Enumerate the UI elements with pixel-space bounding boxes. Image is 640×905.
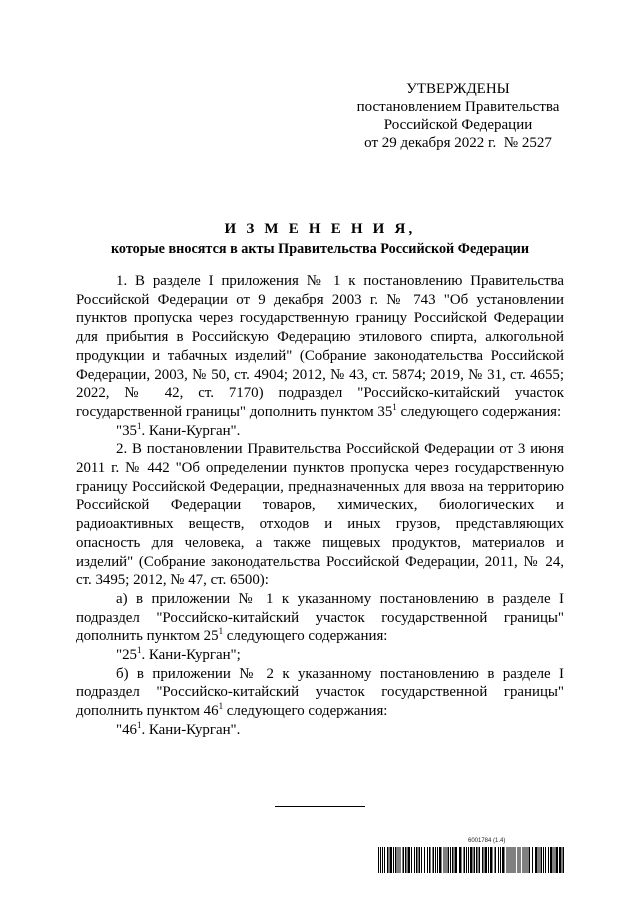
- quote-item-35: "$35^1$. Кани-Курган".: [116, 420, 241, 439]
- barcode-bar: [439, 847, 442, 873]
- barcode-bar: [387, 847, 389, 873]
- barcode-bar: [539, 847, 540, 873]
- barcode-bar: [474, 847, 476, 873]
- barcode-bar: [398, 847, 399, 873]
- barcode-bar: [518, 847, 519, 873]
- barcode-bar: [554, 847, 555, 873]
- barcode-bar: [550, 847, 553, 873]
- barcode-bar: [455, 847, 458, 873]
- barcode-bar: [444, 847, 445, 873]
- barcode-bar: [411, 847, 412, 873]
- quote-item-46: "$46^1$. Кани-Курган".: [116, 719, 241, 738]
- barcode-bar: [424, 847, 425, 873]
- barcode-bar: [479, 847, 481, 873]
- barcode-bar: [548, 847, 549, 873]
- paragraph-2a: а) в приложении № 1 к указанному постановлению в разделе I подраздел "Российско-китайский участок государственной границы" дополнить пунктом $25^1$ следующего содержания:: [76, 590, 564, 645]
- barcode-bar: [384, 847, 385, 873]
- barcode-bar: [563, 847, 565, 873]
- document-body: [76, 272, 564, 740]
- quote-item-25: "$25^1$. Кани-Курган";: [116, 645, 241, 664]
- barcode-bar: [452, 847, 454, 873]
- barcode-bar: [459, 847, 462, 873]
- barcode-bar: [515, 847, 516, 873]
- barcode-bar: [520, 847, 521, 873]
- barcode-bar: [525, 847, 526, 873]
- approval-line-decree: постановлением Правительства: [356, 99, 560, 115]
- document-subtitle: которые вносятся в акты Правительства Российской Федерации: [110, 241, 530, 257]
- barcode-bar: [513, 847, 514, 873]
- barcode-bar: [556, 847, 559, 873]
- barcode-bar: [395, 847, 397, 873]
- barcode-bar: [400, 847, 401, 873]
- paragraph-2b: б) в приложении № 2 к указанному постановлению в разделе I подраздел "Российско-китайский участок государственной границы" дополнить пунктом $46^1$ следующего содержания:: [76, 665, 564, 720]
- document-title: И З М Е Н Е Н И Я,: [224, 221, 416, 237]
- barcode-bar: [393, 847, 394, 873]
- document-code: 6001784 (1.4): [468, 838, 506, 844]
- barcode-bar: [390, 847, 393, 873]
- barcode-bar: [476, 847, 478, 873]
- barcode-bar: [466, 847, 467, 873]
- end-divider: [275, 806, 365, 807]
- barcode-bar: [541, 847, 543, 873]
- barcode-bar: [527, 847, 528, 873]
- barcode-bar: [416, 847, 418, 873]
- barcode-bar: [535, 847, 538, 873]
- barcode-bar: [507, 847, 508, 873]
- barcode-bar: [468, 847, 469, 873]
- barcode-bar: [559, 847, 562, 873]
- barcode-bar: [543, 847, 544, 873]
- barcode-bar: [380, 847, 381, 873]
- barcode-bar: [482, 847, 484, 873]
- approval-line-federation: Российской Федерации: [383, 117, 533, 133]
- barcode-bar: [500, 847, 501, 873]
- barcode-bar: [382, 847, 383, 873]
- barcode-bar: [421, 847, 422, 873]
- barcode-bar: [511, 847, 512, 873]
- barcode-bar: [419, 847, 421, 873]
- barcode-bar: [509, 847, 510, 873]
- paragraph-2: 2. В постановлении Правительства Российской Федерации от 3 июня 2011 г. № 442 "Об определении пунктов пропуска через государственную границу Российской Федерации, предназначенных для ввоза на территорию Российской Федерации товаров, химических, биологических и радиоактивных веществ, отходов и иных грузов, представляющих опасность для человека, а также пищевых продуктов, материалов и изделий" (Собрание законодательства Российской Федерации, 2011, № 24, ст. 3495; 2012, № 47, ст. 6500):: [76, 441, 564, 589]
- approval-line-date: от 29 декабря 2022 г. № 2527: [364, 135, 552, 151]
- barcode-bar: [405, 847, 407, 873]
- barcode-bar: [403, 847, 405, 873]
- barcode-bar: [490, 847, 493, 873]
- barcode-bar: [502, 847, 505, 873]
- barcode-bar: [378, 847, 379, 873]
- barcode-bar: [429, 847, 431, 873]
- barcode-bar: [495, 847, 497, 873]
- barcode-bar: [498, 847, 499, 873]
- barcode-bar: [488, 847, 489, 873]
- paragraph-1: 1. В разделе I приложения № 1 к постановлению Правительства Российской Федерации от 9 декабря 2003 г. № 743 "Об установлении пунктов пропуска через государственную границу Российской Федерации для прибытия в Российскую Федерацию этилового спирта, алкогольной продукции и табачных изделий" (Собрание законодательства Российской Федерации, 2003, № 50, ст. 4904; 2012, № 43, ст. 5874; 2019, № 31, ст. 4655; 2022, № 42, ст. 7170) подраздел "Российско-китайский участок государственной границы" дополнить пунктом $35^1$ следующего содержания:: [76, 273, 564, 420]
- barcode-bar: [450, 847, 451, 873]
- barcode-bar: [523, 847, 524, 873]
- barcode-bar: [437, 847, 438, 873]
- barcode-bar: [433, 847, 435, 873]
- approval-heading: УТВЕРЖДЕНЫ: [406, 81, 510, 97]
- barcode-bar: [470, 847, 473, 873]
- barcode-bar: [427, 847, 428, 873]
- barcode-bar: [485, 847, 488, 873]
- barcode-bar: [446, 847, 447, 873]
- barcode-bar: [408, 847, 411, 873]
- barcode-bar: [414, 847, 415, 873]
- barcode-bar: [464, 847, 466, 873]
- barcode-bar: [448, 847, 450, 873]
- barcode: [378, 847, 564, 873]
- barcode-bar: [545, 847, 546, 873]
- barcode-bar: [529, 847, 531, 873]
- approval-block: [330, 80, 586, 152]
- barcode-bar: [532, 847, 533, 873]
- barcode-bar: [435, 847, 436, 873]
